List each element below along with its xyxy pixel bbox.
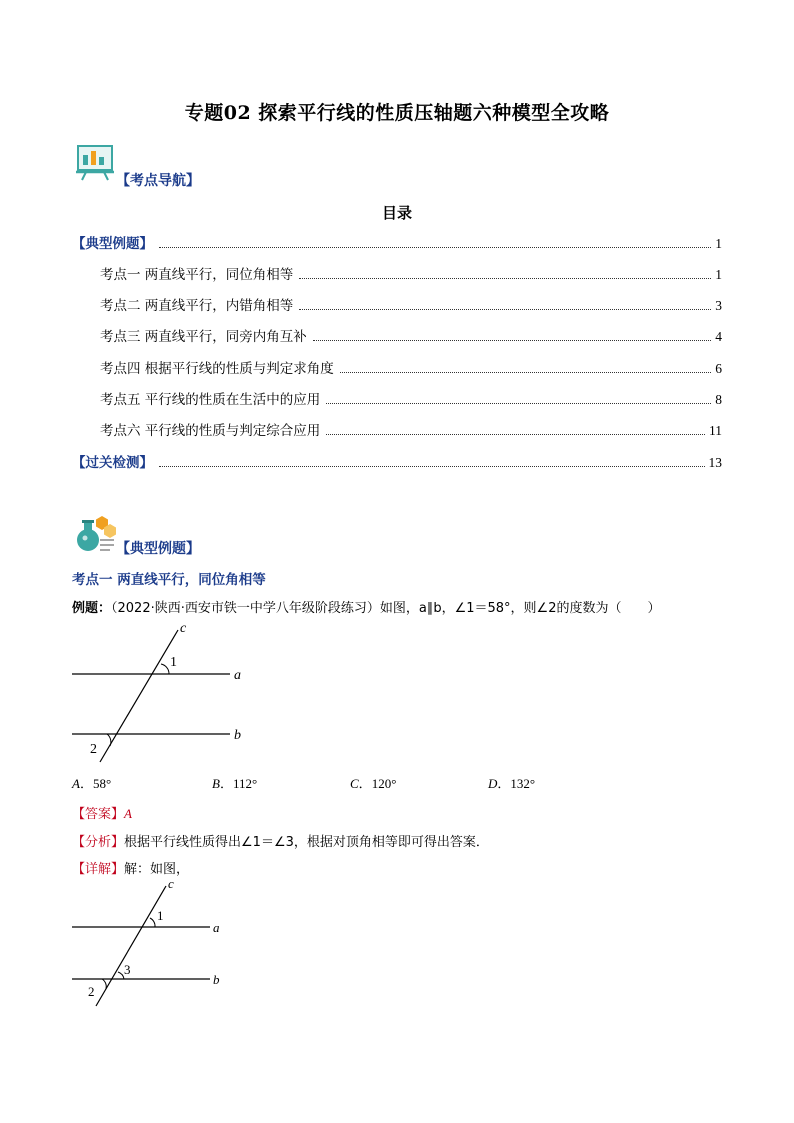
toc-entry-page: 3	[715, 298, 722, 313]
choice-b: B．112°	[212, 776, 258, 791]
toc-title: 目录	[381, 204, 412, 222]
detail-line	[72, 858, 189, 877]
flask-icon	[74, 514, 118, 554]
label-b: b	[213, 972, 220, 987]
angle-2-arc	[102, 979, 106, 989]
toc-entry-page: 1	[715, 267, 722, 282]
choice-value: 132°	[510, 776, 536, 791]
toc-entry[interactable]	[72, 232, 722, 252]
example-question	[72, 597, 762, 616]
toc-entry-label: 考点二 两直线平行，内错角相等	[100, 298, 294, 314]
toc-leader-dots	[326, 433, 705, 435]
toc-entry-label: 考点一 两直线平行，同位角相等	[100, 267, 294, 283]
answer-tag: 【答案】	[72, 807, 125, 822]
detail-tag: 【详解】	[72, 862, 125, 877]
example-text: （2022·陕西·西安市铁一中学八年级阶段练习）如图，a∥b，∠1＝58°，则∠2的度数为（ ）	[111, 601, 661, 616]
choice-letter: D	[488, 776, 498, 791]
toc-entry[interactable]	[100, 419, 722, 439]
presentation-board-icon	[74, 142, 118, 182]
answer-line	[72, 803, 132, 822]
figure-parallel-lines-1	[66, 618, 266, 766]
choice-letter: C	[350, 776, 359, 791]
toc-leader-dots	[340, 371, 711, 373]
toc-entry[interactable]	[72, 451, 722, 471]
detail-text: 解：如图，	[124, 862, 190, 877]
analysis-line	[72, 831, 489, 850]
choice-letter: A	[72, 776, 80, 791]
analysis-tag: 【分析】	[72, 835, 125, 850]
label-1: 1	[157, 908, 164, 923]
toc-entry[interactable]	[100, 357, 722, 377]
toc-leader-dots	[299, 277, 711, 279]
toc-entry-label: 考点六 平行线的性质与判定综合应用	[100, 423, 321, 439]
figure-parallel-lines-2	[66, 876, 236, 1010]
label-c: c	[180, 621, 187, 636]
page-title: 专题02 探索平行线的性质压轴题六种模型全攻略	[184, 102, 610, 124]
choice-a: A．58°	[72, 776, 112, 791]
toc-entry-page: 8	[715, 392, 722, 407]
toc-entry-page: 11	[709, 423, 722, 438]
label-c: c	[168, 876, 174, 891]
choice-value: 120°	[371, 776, 397, 791]
label-b: b	[234, 728, 241, 743]
toc-leader-dots	[326, 402, 711, 404]
section-heading: 【典型例题】	[116, 541, 200, 557]
toc-entry-page: 4	[715, 329, 722, 344]
toc-entry[interactable]	[100, 325, 722, 345]
toc-entry-page: 1	[715, 236, 722, 251]
toc-entry[interactable]	[100, 263, 722, 283]
analysis-text: 根据平行线性质得出∠1＝∠3，根据对顶角相等即可得出答案．	[124, 835, 489, 850]
toc-entry[interactable]	[100, 388, 722, 408]
answer-value: A	[124, 806, 132, 821]
label-3: 3	[124, 962, 131, 977]
nav-heading: 【考点导航】	[116, 173, 200, 189]
choice-c: C．120°	[350, 776, 397, 791]
toc-entry[interactable]	[100, 294, 722, 314]
toc-leader-dots	[159, 246, 711, 248]
toc-entry-label: 考点五 平行线的性质在生活中的应用	[100, 392, 321, 408]
choice-value: 58°	[92, 776, 112, 791]
label-1: 1	[170, 655, 177, 670]
choice-letter: B	[212, 776, 220, 791]
topic-heading: 考点一 两直线平行，同位角相等	[72, 572, 266, 588]
toc-leader-dots	[299, 308, 711, 310]
toc-entry-page: 6	[715, 361, 722, 376]
toc-leader-dots	[313, 339, 711, 341]
label-a: a	[234, 668, 241, 683]
line-c	[100, 630, 178, 762]
toc-entry-label: 【典型例题】	[72, 236, 153, 252]
angle-1-arc	[161, 664, 169, 674]
angle-2-arc	[107, 734, 111, 746]
example-label: 例题：	[72, 601, 112, 616]
toc-entry-page: 13	[708, 455, 722, 470]
label-a: a	[213, 920, 220, 935]
label-2: 2	[88, 984, 95, 999]
label-2: 2	[90, 742, 97, 757]
toc-leader-dots	[159, 465, 705, 467]
angle-1-arc	[150, 918, 155, 927]
toc-entry-label: 考点四 根据平行线的性质与判定求角度	[100, 361, 334, 377]
choice-d: D．132°	[488, 776, 536, 791]
toc-entry-label: 考点三 两直线平行，同旁内角互补	[100, 329, 307, 345]
toc-entry-label: 【过关检测】	[72, 455, 153, 471]
choice-value: 112°	[232, 776, 258, 791]
